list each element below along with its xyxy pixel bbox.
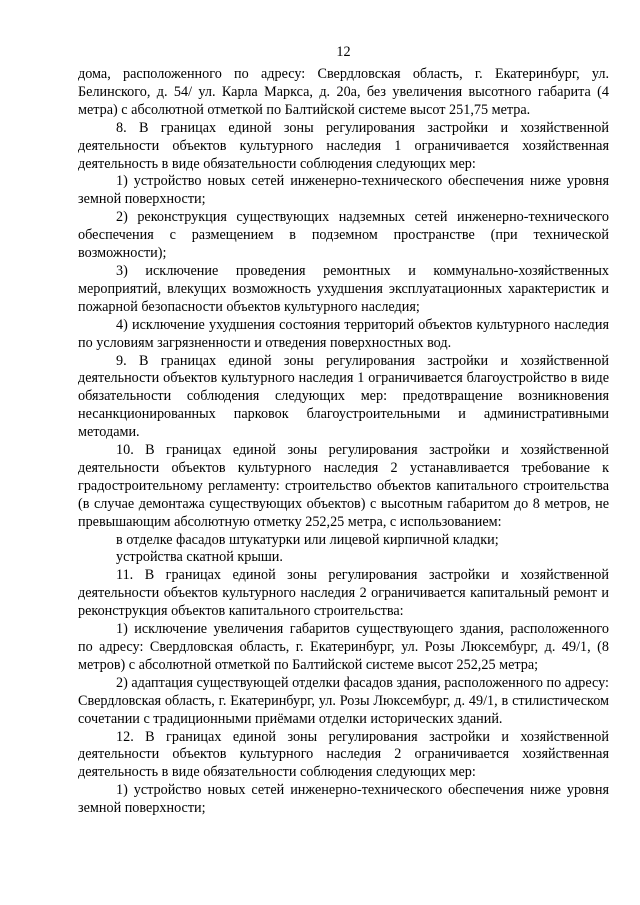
paragraph-item-8-3: 3) исключение проведения ремонтных и коммунально-хозяйственных мероприятий, влекущих возможность ухудшения эксплуатационных характеристик и пожарной безопасности объектов культурного наследия; (78, 262, 609, 315)
paragraph-item-12-1: 1) устройство новых сетей инженерно-технического обеспечения ниже уровня земной поверхности; (78, 782, 609, 817)
paragraph-item-10: 10. В границах единой зоны регулирования застройки и хозяйственной деятельности объектов культурного наследия 2 устанавливается требование к градостроительному регламенту: строительство объектов капитального строительства (в случае демонтажа существующих объектов) с высотным габаритом до 8 метров, не превышающим абсолютную отметку 252,25 метра, с использованием: (78, 442, 609, 530)
paragraph-item-8-2: 2) реконструкция существующих надземных сетей инженерно-технического обеспечения с размещением в подземном пространстве (при технической возможности); (78, 209, 609, 262)
paragraph-item-8-1: 1) устройство новых сетей инженерно-технического обеспечения ниже уровня земной поверхности; (78, 173, 609, 208)
page-number: 12 (336, 44, 351, 60)
paragraph-item-9: 9. В границах единой зоны регулирования застройки и хозяйственной деятельности объектов культурного наследия 1 ограничивается благоустройство в виде обязательности соблюдения следующих мер: предотвращение возникновения несанкционированных парковок благоустроительными и административными методами. (78, 352, 609, 441)
paragraph-item-11-2: 2) адаптация существующей отделки фасадов здания, расположенного по адресу: Свердловская область, г. Екатеринбург, ул. Розы Люксембург, д. 49/1, в стилистическом сочетании с традиционными приёмами отделки исторических зданий. (78, 674, 609, 727)
paragraph-item-8-4: 4) исключение ухудшения состояния территорий объектов культурного наследия по условиям загрязненности и отведения поверхностных вод. (78, 316, 609, 351)
paragraph-continuation-address: дома, расположенного по адресу: Свердловская область, г. Екатеринбург, ул. Белинского, д. 54/ ул. Карла Маркса, д. 20а, без увеличения высотного габарита (4 метра) с абсолютной отметкой по Балтийской системе высот 251,75 метра. (78, 66, 609, 118)
paragraph-item-11-1: 1) исключение увеличения габаритов существующего здания, расположенного по адресу: Свердловская область, г. Екатеринбург, ул. Розы Люксембург, д. 49/1, (8 метров) с абсолютной отметкой по Балтийской системе высот 252,25 метра; (78, 621, 609, 673)
paragraph-item-11: 11. В границах единой зоны регулирования застройки и хозяйственной деятельности объектов культурного наследия 2 ограничивается капитальный ремонт и реконструкция объектов капитального строительства: (78, 567, 609, 620)
paragraph-item-10-roof: устройства скатной крыши. (116, 549, 283, 566)
paragraph-item-12: 12. В границах единой зоны регулирования застройки и хозяйственной деятельности объектов культурного наследия 2 ограничивается хозяйственная деятельность в виде обязательности соблюдения следующих мер: (78, 728, 609, 781)
paragraph-item-10-facades: в отделке фасадов штукатурки или лицевой кирпичной кладки; (116, 531, 499, 548)
document-page (78, 38, 609, 818)
paragraph-item-8: 8. В границах единой зоны регулирования застройки и хозяйственной деятельности объектов культурного наследия 1 ограничивается хозяйственная деятельность в виде обязательности соблюдения следующих мер: (78, 119, 609, 172)
